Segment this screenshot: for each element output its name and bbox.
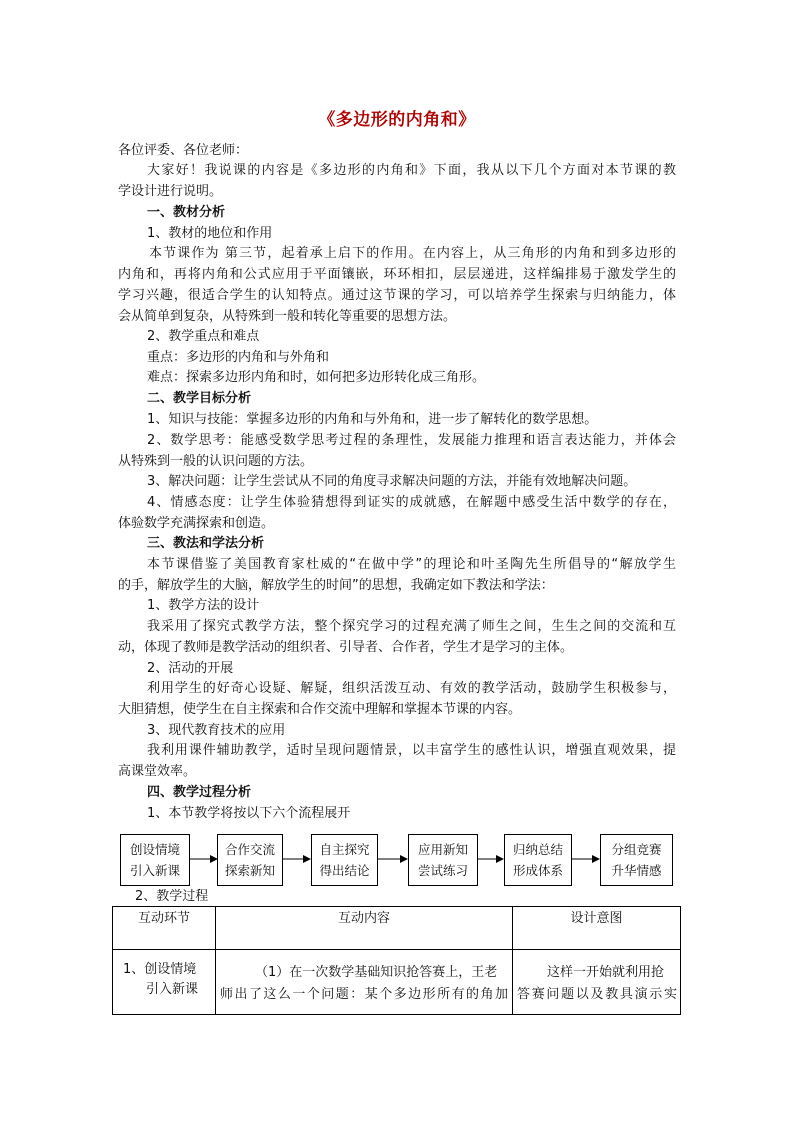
flow-step-6 xyxy=(600,834,673,886)
flow-step-text: 归纳总结 xyxy=(512,842,563,857)
flow-step-text: 分组竞赛 xyxy=(611,842,662,857)
subheading: 2、活动的开展 xyxy=(147,661,234,676)
column-header: 互动内容 xyxy=(216,907,513,950)
column-header: 设计意图 xyxy=(513,907,681,950)
paragraph-line: 本节课借鉴了美国教育家杜威的“在做中学”的理论和叶圣陶先生所倡导的“解放学生 xyxy=(147,557,676,572)
cell-line: 引入新课 xyxy=(146,982,199,997)
paragraph-line: 动，体现了教师是教学活动的组织者、引导者、合作者，学生才是学习的主体。 xyxy=(118,640,574,655)
flow-step-4 xyxy=(408,834,478,886)
paragraph-line: 会从简单到复杂，从特殊到一般和转化等重要的思想方法。 xyxy=(118,309,457,324)
intro-line: 学设计进行说明。 xyxy=(118,184,223,199)
difficult-point: 难点：探索多边形内角和时，如何把多边形转化成三角形。 xyxy=(147,370,486,385)
greeting: 各位评委、各位老师： xyxy=(118,143,249,158)
arrow-right-icon xyxy=(190,853,218,865)
key-point: 重点：多边形的内角和与外角和 xyxy=(147,350,330,365)
paragraph-line: 内角和，再将内角和公式应用于平面镶嵌，环环相扣，层层递进，这样编排易于激发学生的 xyxy=(118,267,676,282)
table-cell-content xyxy=(216,950,513,1015)
goal-line: 体验数学充满探索和创造。 xyxy=(118,516,275,531)
paragraph-line: 大胆猜想，使学生在自主探索和合作交流中理解和掌握本节课的内容。 xyxy=(118,702,522,717)
flow-step-text: 自主探究 xyxy=(319,842,370,857)
flow-step-text: 尝试练习 xyxy=(417,863,468,878)
paragraph-line: 我利用课件辅助教学，适时呈现问题情景，以丰富学生的感性认识，增强直观效果，提 xyxy=(147,743,676,758)
goal-line: 4、情感态度：让学生体验猜想得到证实的成就感，在解题中感受生活中数学的存在， xyxy=(147,495,676,510)
cell-line: 1、创设情境 xyxy=(123,962,197,977)
flow-step-text: 合作交流 xyxy=(224,842,275,857)
section-heading: 三、教法和学法分析 xyxy=(147,536,265,551)
flow-step-text: 得出结论 xyxy=(319,863,370,878)
flow-intro: 1、本节教学将按以下六个流程展开 xyxy=(147,806,351,821)
goal-line: 从特殊到一般的认识问题的方法。 xyxy=(118,454,314,469)
section-heading: 一、教材分析 xyxy=(147,205,226,220)
process-table xyxy=(112,906,681,1015)
goal-line: 2、数学思考：能感受数学思考过程的条理性，发展能力推理和语言表达能力，并体会 xyxy=(147,433,676,448)
table-header-row xyxy=(113,907,681,950)
paragraph-line: 本节课作为 第三节，起着承上启下的作用。在内容上，从三角形的内角和到多边形的 xyxy=(149,246,676,261)
paragraph-line: 我采用了探究式教学方法，整个探究学习的过程充满了师生之间，生生之间的交流和互 xyxy=(147,619,676,634)
paragraph-line: 的手，解放学生的大脑，解放学生的时间”的思想，我确定如下教法和学法： xyxy=(118,578,554,593)
cell-line: （1）在一次数学基础知识抢答赛上，王老 xyxy=(255,965,498,980)
flow-step-text: 应用新知 xyxy=(417,842,468,857)
arrow-right-icon xyxy=(283,853,311,865)
flow-step-2 xyxy=(217,834,283,886)
flow-step-text: 探索新知 xyxy=(224,863,275,878)
cell-line: 答赛问题以及教具演示实 xyxy=(517,987,677,1002)
flow-step-5 xyxy=(504,834,572,886)
cell-line: 师出了这么一个问题：某个多边形所有的角加 xyxy=(220,987,508,1002)
column-header: 互动环节 xyxy=(113,907,216,950)
section-heading: 二、教学目标分析 xyxy=(147,391,252,406)
paragraph-line: 高课堂效率。 xyxy=(118,764,197,779)
table-cell-intent xyxy=(513,950,681,1015)
arrow-right-icon xyxy=(478,853,504,865)
goal-line: 1、知识与技能：掌握多边形的内角和与外角和，进一步了解转化的数学思想。 xyxy=(147,412,598,427)
process-label: 2、教学过程 xyxy=(135,889,209,904)
intro-line: 大家好！我说课的内容是《多边形的内角和》下面，我从以下几个方面对本节课的教 xyxy=(147,163,676,178)
subheading: 1、教材的地位和作用 xyxy=(147,226,273,241)
paragraph-line: 学习兴趣，很适合学生的认知特点。通过这节课的学习，可以培养学生探索与归纳能力，体 xyxy=(118,288,676,303)
paragraph-line: 利用学生的好奇心设疑、解疑，组织活泼互动、有效的教学活动，鼓励学生积极参与， xyxy=(147,681,676,696)
table-cell-stage xyxy=(113,950,216,1015)
cell-line: 这样一开始就利用抢 xyxy=(547,965,665,980)
arrow-right-icon xyxy=(378,853,408,865)
flow-step-text: 升华情感 xyxy=(611,863,662,878)
flow-step-text: 形成体系 xyxy=(512,863,563,878)
flow-step-text: 引入新课 xyxy=(129,863,180,878)
section-heading: 四、教学过程分析 xyxy=(147,785,252,800)
subheading: 2、教学重点和难点 xyxy=(147,329,260,344)
arrow-right-icon xyxy=(572,853,600,865)
goal-line: 3、解决问题：让学生尝试从不同的角度寻求解决问题的方法，并能有效地解决问题。 xyxy=(147,474,637,489)
flow-step-1 xyxy=(120,834,190,886)
subheading: 3、现代教育技术的应用 xyxy=(147,723,286,738)
subheading: 1、教学方法的设计 xyxy=(147,598,260,613)
flow-step-3 xyxy=(311,834,378,886)
page-title: 《多边形的内角和》 xyxy=(318,110,476,130)
flow-step-text: 创设情境 xyxy=(129,842,180,857)
table-row xyxy=(113,950,681,1015)
